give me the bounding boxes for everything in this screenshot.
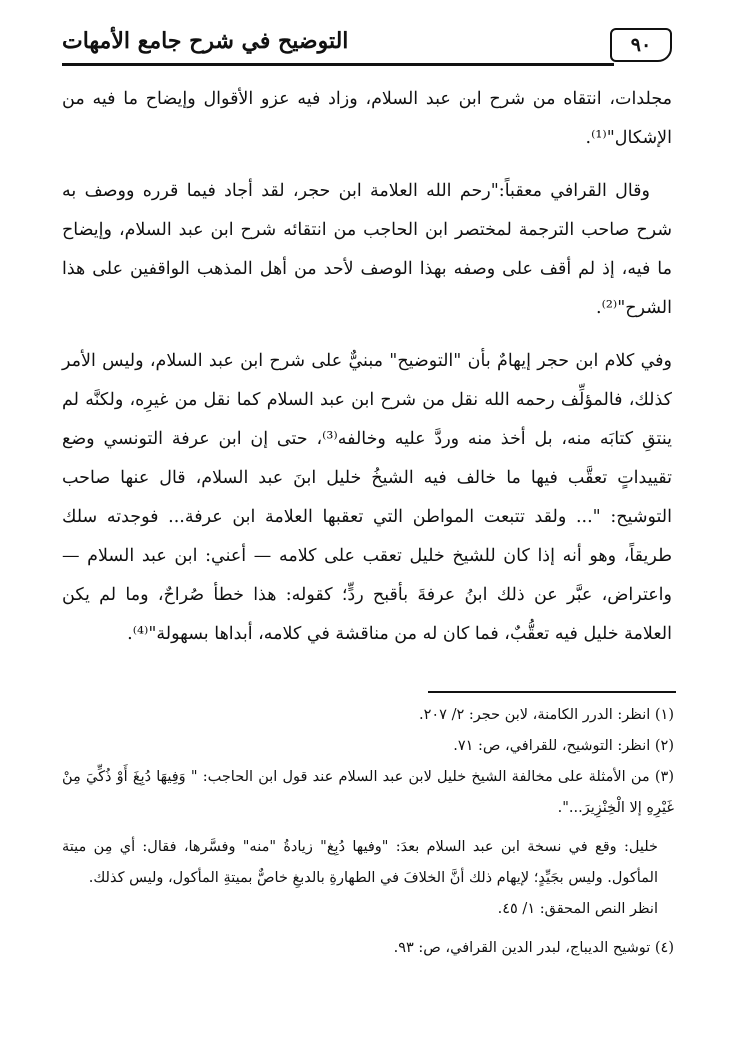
header-rule (62, 63, 614, 66)
footnotes (62, 700, 674, 964)
paragraph: وفي كلام ابن حجر إيهامٌ بأن "التوضيح" مبنيٌّ على شرح ابن عبد السلام، وليس الأمر كذلك، فالمؤلِّف رحمه الله نقل من شرح ابن عبد السلام كما نقل من غيرِه، ولكنَّه لم ينتقِ كتابَه منه، بل أخذ منه وردَّ عليه وخالفه⁽³⁾، حتى إن ابن عرفة التونسي وضع تقييداتٍ تعقَّب فيها ما خالف فيه الشيخُ خليل ابنَ عبد السلام، قال عنها صاحب التوشيح: "... ولقد تتبعت المواطن التي تعقبها العلامة ابن عرفة... فوجدته سلك طريقاً، وهو أنه إذا كان للشيخ خليل تعقب على كلامه — أعني: ابن عبد السلام — واعتراض، عبَّر عن ذلك ابنُ عرفةَ بأقبح ردٍّ؛ كقوله: هذا خطأ صُراحٌ، وما لم يكن العلامة خليل فيه تعقُّبٌ، فما كان له من مناقشة في كلامه، أبداها بسهولة"⁽⁴⁾. (62, 351, 672, 644)
footnote: (١) انظر: الدرر الكامنة، لابن حجر: ٢/ ٢٠٧. (419, 707, 674, 723)
page-header (62, 24, 672, 68)
page-number: ٩٠ (610, 28, 672, 62)
footnote-continuation: خليل: وقع في نسخة ابن عبد السلام بعدَ: "وفيها دُبِغ" زيادةُ "منه" وفسَّرها، فقال: أي مِن ميتة المأكول. وليس بجَيِّدٍ؛ لإيهام ذلك أنَّ الخلافَ في الطهارةِ بالدبغِ خاصٌّ بميتةِ المأكول، وليس كذلك. (62, 839, 658, 886)
footnote-separator (428, 691, 676, 693)
paragraph: مجلدات، انتقاه من شرح ابن عبد السلام، وزاد فيه عزو الأقوال وإيضاح ما فيه من الإشكال"⁽¹⁾. (62, 89, 672, 148)
footnote: (٣) من الأمثلة على مخالفة الشيخ خليل لابن عبد السلام عند قول ابن الحاجب: " وَفِيهَا دُبِغَ أَوْ ذُكِّيَ مِنْ غَيْرِهِ إلا الْخِنْزِيرَ...". (62, 769, 674, 816)
paragraph: وقال القرافي معقباً:"رحم الله العلامة ابن حجر، لقد أجاد فيما قرره ووصف به شرح صاحب الترجمة لمختصر ابن الحاجب من انتقائه شرح ابن عبد السلام، وإيضاح ما فيه، إذ لم أقف على وصفه بهذا الوصف لأحد من أهل المذهب الواقفين على هذا الشرح"⁽²⁾. (62, 181, 672, 318)
footnote: (٢) انظر: التوشيح، للقرافي، ص: ٧١. (453, 738, 674, 754)
main-text (62, 80, 672, 668)
footnote: (٤) توشيح الديباج، لبدر الدين القرافي، ص: ٩٣. (393, 940, 674, 956)
running-title: التوضيح في شرح جامع الأمهات (62, 28, 349, 54)
footnote-reference: انظر النص المحقق: ١/ ٤٥. (497, 901, 658, 917)
